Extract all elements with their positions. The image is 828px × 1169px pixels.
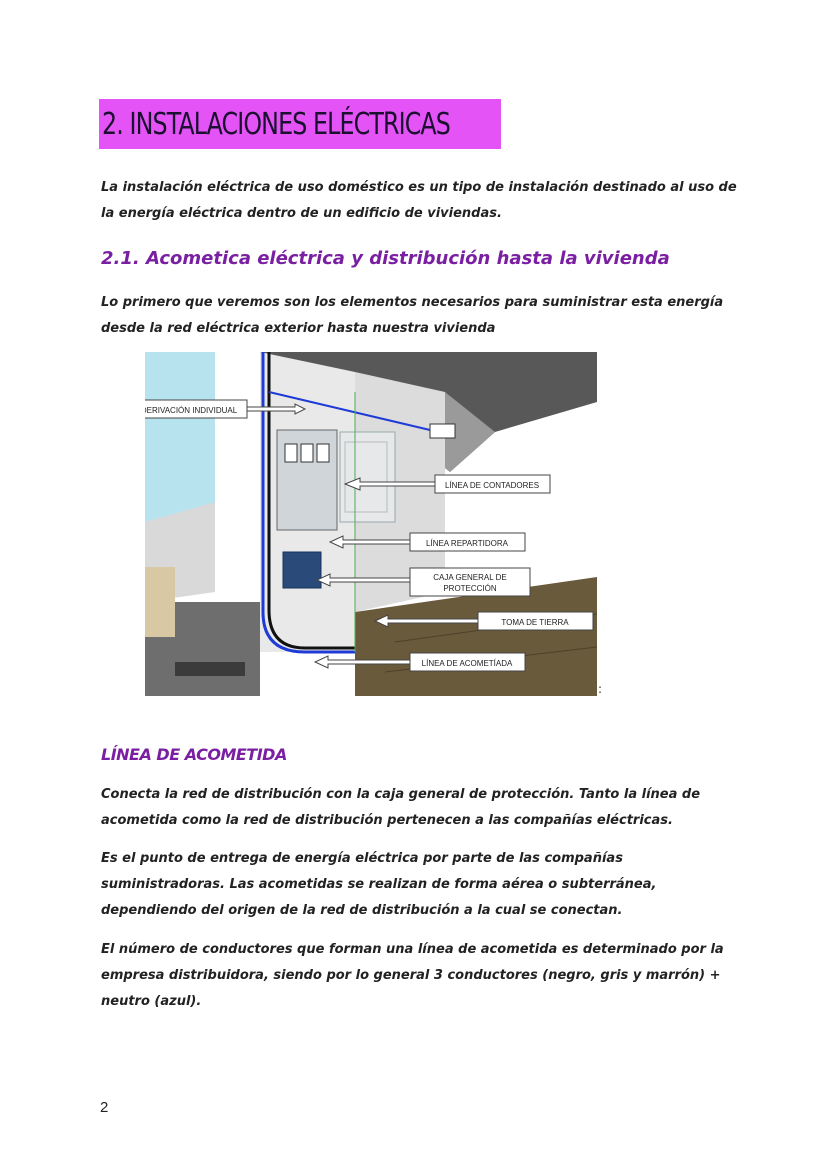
page-title: 2. INSTALACIONES ELÉCTRICAS [102,106,450,142]
wall-switch [430,424,455,438]
label-acometida: LÍNEA DE ACOMETÍADA [421,659,513,668]
section-paragraph-1: Conecta la red de distribución con la caja general de protección. Tanto la línea de acometida como la red de distribución pertenecen a las compañías eléctricas. [101,787,701,828]
label-contadores: LÍNEA DE CONTADORES [444,481,540,490]
figure-trailing-mark: : [598,682,603,696]
label-caja-line1: CAJA GENERAL DE [433,573,507,582]
label-repartidora: LÍNEA REPARTIDORA [426,539,508,548]
page-number: 2 [100,1099,109,1116]
installation-diagram-svg [145,352,597,696]
protection-box [283,552,321,588]
meter-3 [317,444,329,462]
subsection-title: 2.1. Acometica eléctrica y distribución hasta la vivienda [101,248,670,269]
lead-paragraph: Lo primero que veremos son los elementos necesarios para suministrar esta energía desde la red eléctrica exterior hasta nuestra vivienda [101,295,724,336]
section-paragraph-2: Es el punto de entrega de energía eléctrica por parte de las compañías suministradoras. Las acometidas se realizan de forma aérea o subterránea, dependiendo del origen de la red de distribución a la cual se conectan. [101,851,657,918]
ground-soil [145,567,175,637]
installation-diagram [145,352,597,696]
section-paragraph-3: El número de conductores que forman una línea de acometida es determinado por la empresa distribuidora, siendo por lo general 3 conductores (negro, gris y marrón) + neutro (azul). [101,942,724,1009]
meter-1 [285,444,297,462]
label-tierra: TOMA DE TIERRA [501,618,569,627]
trench-pipe [175,662,245,676]
meter-2 [301,444,313,462]
intro-paragraph: La instalación eléctrica de uso doméstico es un tipo de instalación destinado al uso de la energía eléctrica dentro de un edificio de viviendas. [101,180,737,221]
section-title: LÍNEA DE ACOMETIDA [101,745,287,764]
label-caja-line2: PROTECCIÓN [443,584,497,593]
title-highlight [99,99,501,149]
label-derivacion: DERIVACIÓN INDIVIDUAL [145,406,238,415]
